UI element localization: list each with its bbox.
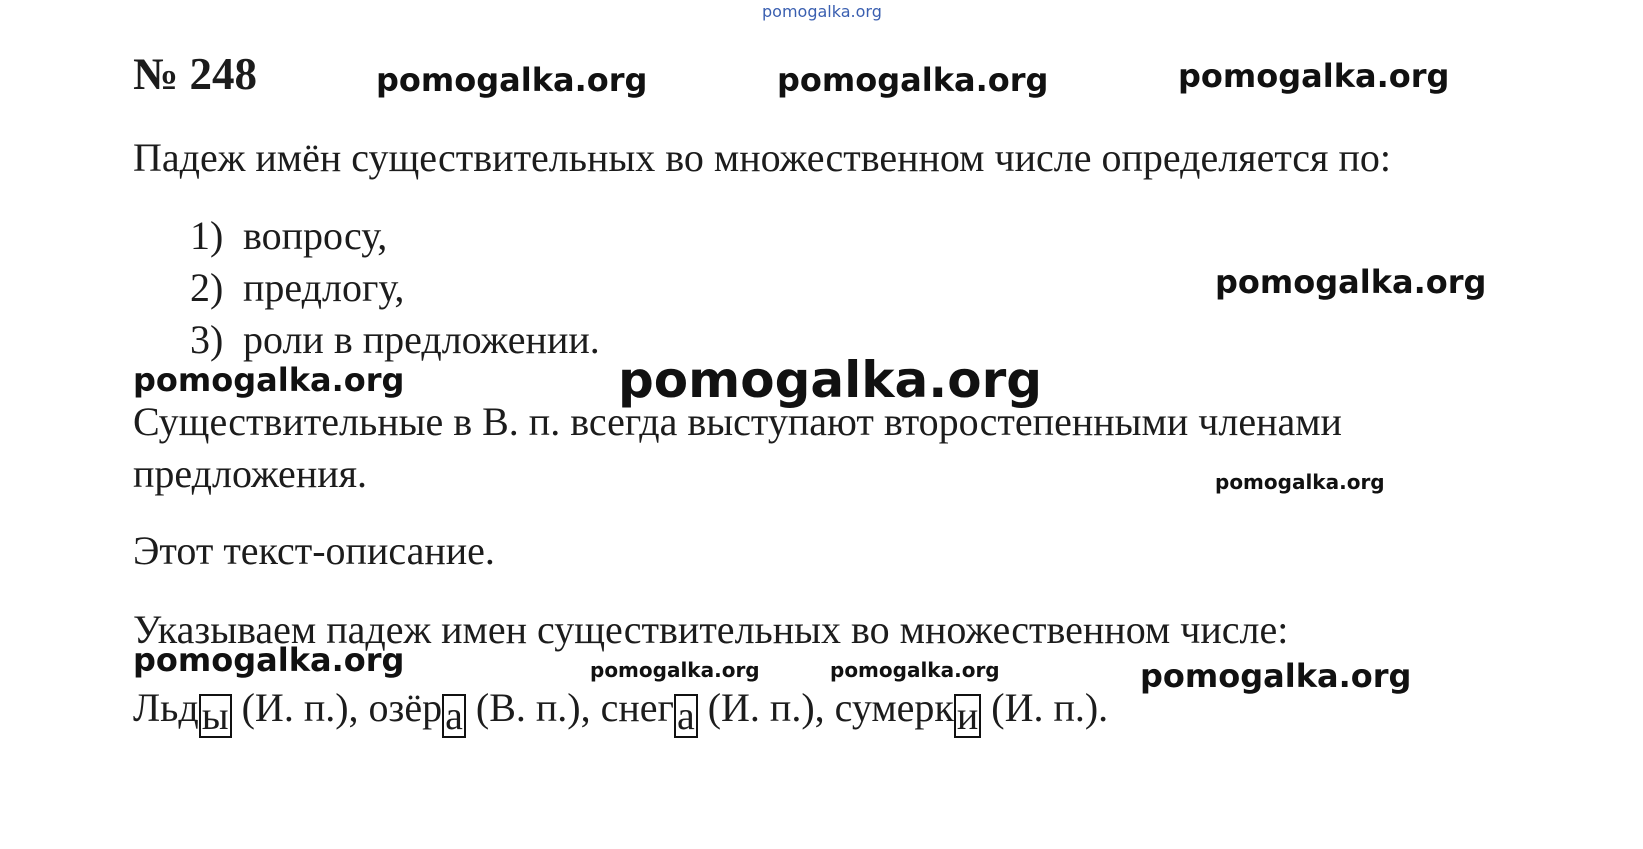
watermark: pomogalka.org [1215,263,1487,301]
list-item-number: 1) [190,213,224,258]
case-label: (И. п.). [981,685,1109,730]
case-label: (И. п.), [697,685,835,730]
list-item-text: вопросу, [243,213,388,258]
word-stem: сумерк [834,685,954,730]
watermark: pomogalka.org [133,361,405,399]
case-label: (И. п.), [231,685,369,730]
watermark: pomogalka.org [590,658,760,682]
word-ending-box: и [954,694,981,738]
list-item-text: предлогу, [243,265,405,310]
watermark: pomogalka.org [777,61,1049,99]
text-type: Этот текст-описание. [133,528,495,573]
watermark-large: pomogalka.org [618,351,1043,409]
exercise-number: № 248 [133,49,257,99]
list-item-text: роли в предложении. [243,317,600,362]
watermark: pomogalka.org [1178,57,1450,95]
word-stem: озёр [368,685,443,730]
word-ending-box: а [674,694,698,738]
word-stem: Льд [133,685,199,730]
watermark: pomogalka.org [1140,657,1412,695]
watermark: pomogalka.org [1215,470,1385,494]
intro-text: Падеж имён существительных во множественном числе определяется по: [133,135,1391,180]
watermark: pomogalka.org [376,61,648,99]
watermark: pomogalka.org [830,658,1000,682]
word-ending-box: а [442,694,466,738]
answer-line [133,685,1109,738]
list-item-number: 3) [190,317,224,362]
word-ending-box: ы [199,694,232,738]
statement-line-1: Существительные в В. п. всегда выступают второстепенными членами [133,399,1342,444]
word-stem: снег [600,685,674,730]
watermark: pomogalka.org [133,641,405,679]
case-label: (В. п.), [465,685,601,730]
list-item-number: 2) [190,265,224,310]
watermark-top-small: pomogalka.org [762,2,882,21]
task-text: Указываем падеж имен существительных во множественном числе: [133,607,1289,652]
statement-line-2: предложения. [133,451,368,496]
